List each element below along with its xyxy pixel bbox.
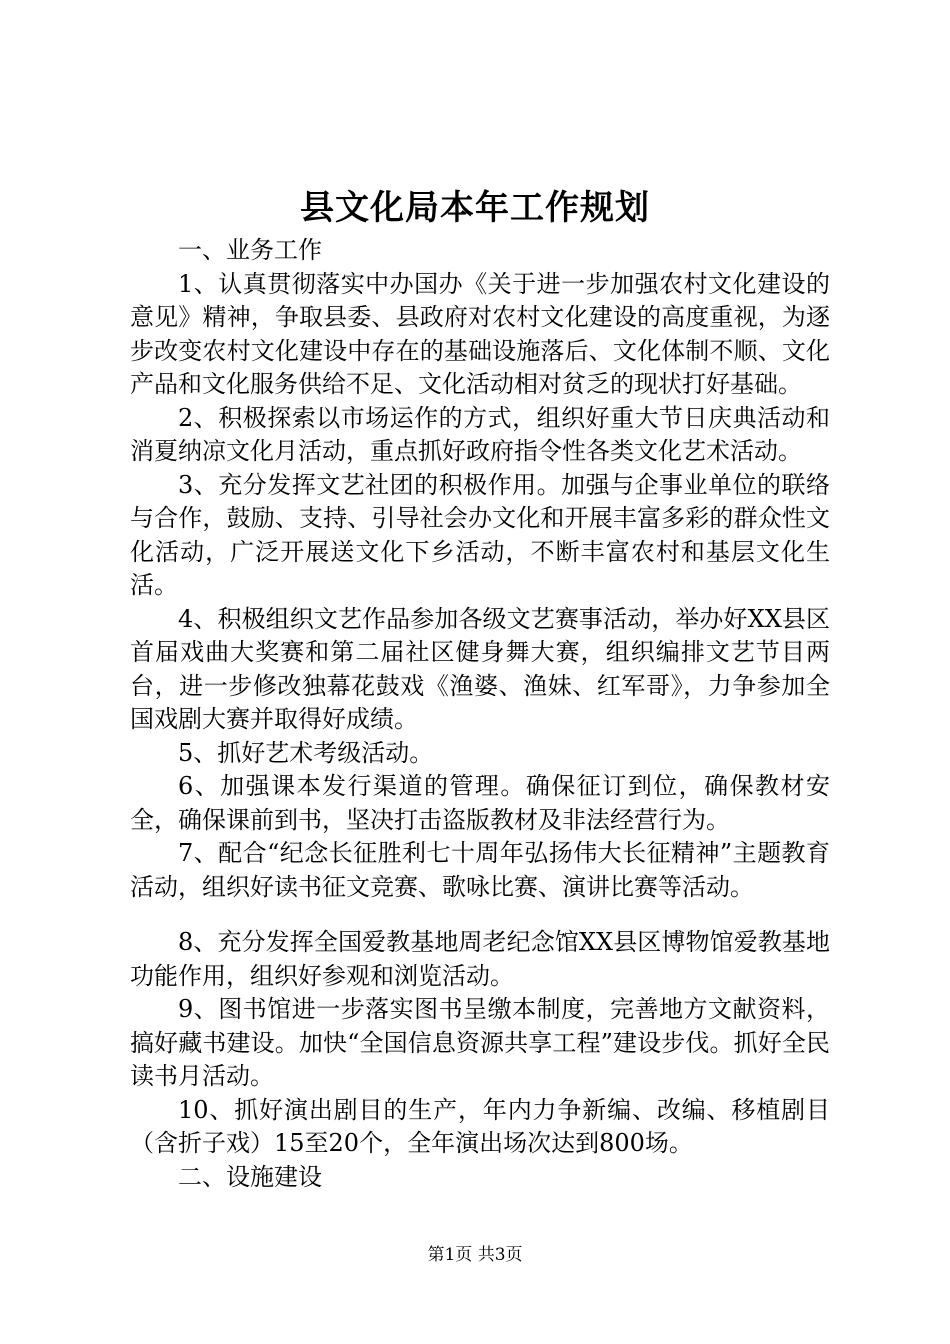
document-body [130, 234, 830, 1194]
paragraph-item-2: 2、积极探索以市场运作的方式，组织好重大节日庆典活动和消夏纳凉文化月活动，重点抓好政府指令性各类文化艺术活动。 [130, 403, 830, 465]
page-number-footer: 第1页 共3页 [427, 1245, 523, 1265]
paragraph-item-7: 7、配合“纪念长征胜利七十周年弘扬伟大长征精神”主题教育活动，组织好读书征文竞赛、歌咏比赛、演讲比赛等活动。 [130, 839, 830, 901]
section-heading-facilities: 二、设施建设 [178, 1162, 322, 1191]
section-heading-business: 一、业务工作 [178, 236, 322, 264]
paragraph-item-9: 9、图书馆进一步落实图书呈缴本制度，完善地方文献资料，搞好藏书建设。加快“全国信息资源共享工程”建设步伐。抓好全民读书月活动。 [130, 995, 830, 1090]
paragraph-item-5: 5、抓好艺术考级活动。 [178, 738, 434, 767]
paragraph-item-1: 1、认真贯彻落实中办国办《关于进一步加强农村文化建设的意见》精神，争取县委、县政府对农村文化建设的高度重视，为逐步改变农村文化建设中存在的基础设施落后、文化体制不顺、文化产品和文化服务供给不足、文化活动相对贫乏的现状打好基础。 [130, 269, 830, 398]
paragraph-item-10: 10、抓好演出剧目的生产，年内力争新编、改编、移植剧目（含折子戏）15至20个，全年演出场次达到800场。 [130, 1095, 830, 1157]
paragraph-item-3: 3、充分发挥文艺社团的积极作用。加强与企事业单位的联络与合作，鼓励、支持、引导社会办文化和开展丰富多彩的群众性文化活动，广泛开展送文化下乡活动，不断丰富农村和基层文化生活。 [130, 470, 830, 599]
document-title: 县文化局本年工作规划 [300, 188, 650, 228]
paragraph-item-6: 6、加强课本发行渠道的管理。确保征订到位，确保教材安全，确保课前到书，坚决打击盗版教材及非法经营行为。 [130, 772, 830, 834]
paragraph-item-4: 4、积极组织文艺作品参加各级文艺赛事活动，举办好XX县区首届戏曲大奖赛和第二届社区健身舞大赛，组织编排文艺节目两台，进一步修改独幕花鼓戏《渔婆、渔妹、红军哥》，力争参加全国戏剧大赛并取得好成绩。 [130, 604, 830, 733]
paragraph-item-8: 8、充分发挥全国爱教基地周老纪念馆XX县区博物馆爱教基地功能作用，组织好参观和浏览活动。 [130, 928, 830, 990]
